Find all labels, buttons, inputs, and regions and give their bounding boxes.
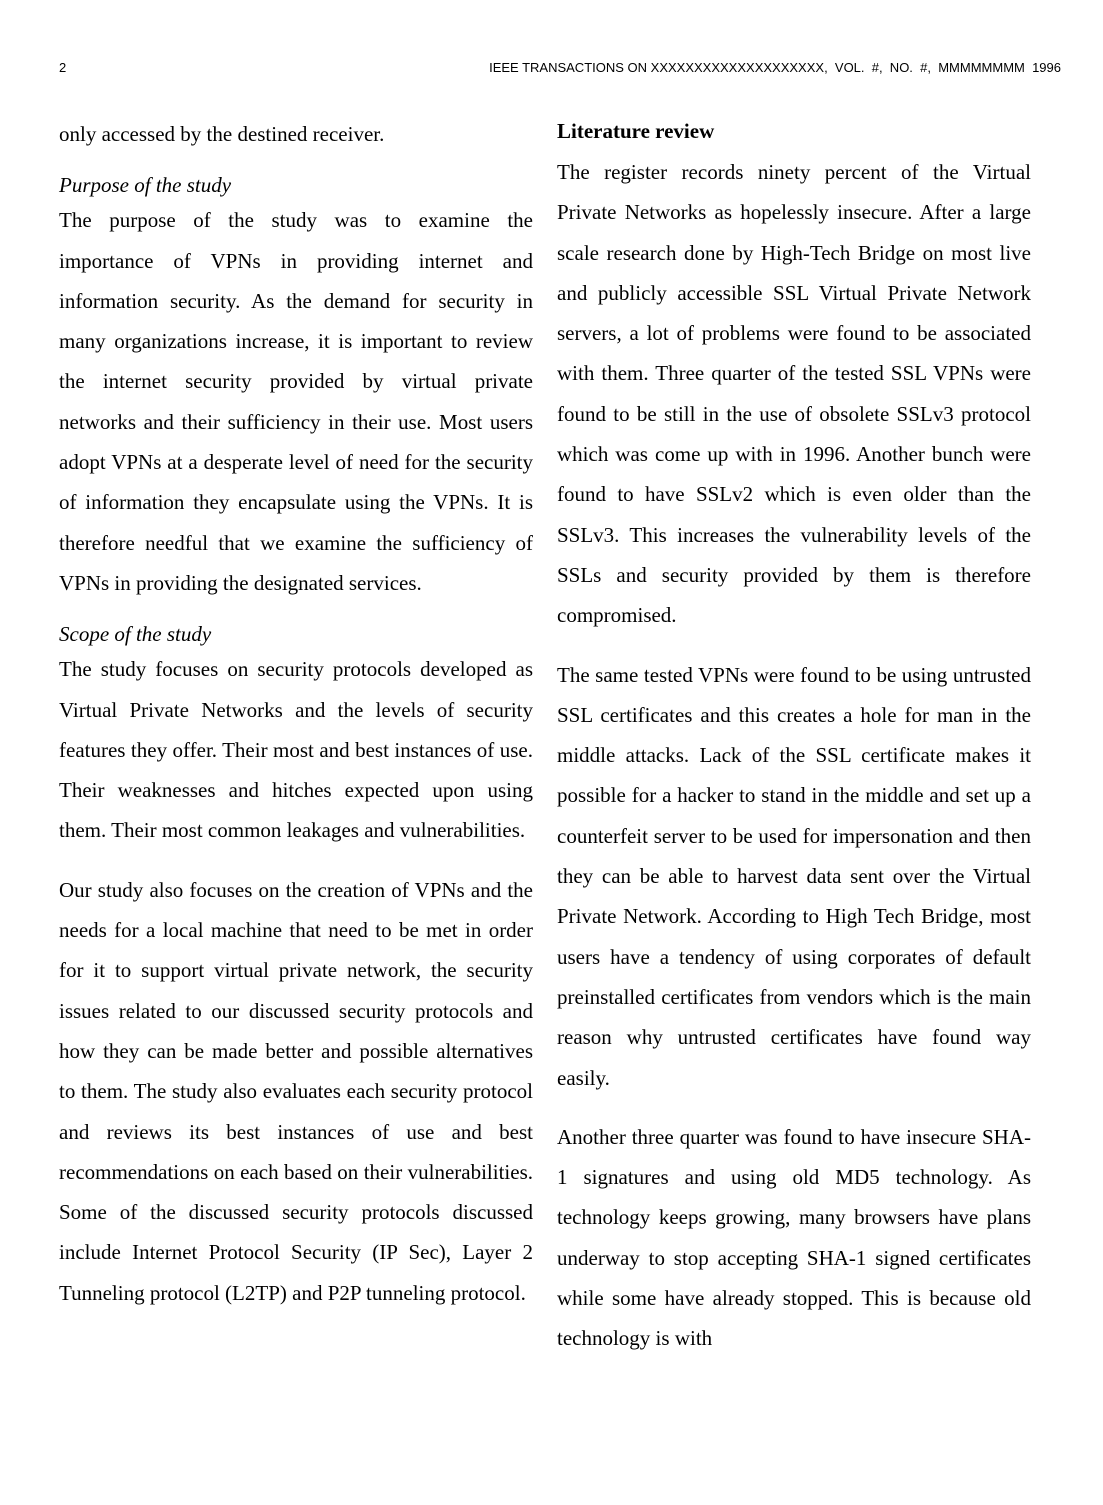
continuation-text: only accessed by the destined receiver.	[59, 122, 385, 146]
running-header: IEEE TRANSACTIONS ON XXXXXXXXXXXXXXXXXXXX, VOL. #, NO. #, MMMMMMMM 1996	[489, 60, 1061, 75]
scope-paragraph-2: Our study also focuses on the creation of VPNs and the needs for a local machine that need to be met in order for it to support virtual private network, the security issues related to our discussed security protocols and how they can be made better and possible alternatives to them. The study also evaluates each security protocol and reviews its best instances of use and best recommendations on each based on their vulnerabilities. Some of the discussed security protocols discussed include Internet Protocol Security (IP Sec), Layer 2 Tunneling protocol (L2TP) and P2P tunneling protocol.	[59, 877, 533, 1305]
page-number: 2	[59, 60, 67, 75]
purpose-paragraph: The purpose of the study was to examine the importance of VPNs in providing internet and information security. As the demand for security in many organizations increase, it is important to review the internet security provided by virtual private networks and their sufficiency in their use. Most users adopt VPNs at a desperate level of need for the security of information they encapsulate using the VPNs. It is therefore needful that we examine the sufficiency of VPNs in providing the designated services.	[59, 208, 533, 595]
purpose-heading: Purpose of the study	[59, 173, 232, 198]
literature-heading: Literature review	[557, 119, 715, 143]
scope-paragraph-1: The study focuses on security protocols developed as Virtual Private Networks and the levels of security features they offer. Their most and best instances of use. Their weaknesses and hitches expected upon using them. Their most common leakages and vulnerabilities.	[59, 657, 533, 843]
right-column	[557, 114, 1031, 1359]
scope-heading: Scope of the study	[59, 622, 212, 647]
literature-paragraph-3: Another three quarter was found to have insecure SHA-1 signatures and using old MD5 technology. As technology keeps growing, many browsers have plans underway to stop accepting SHA-1 signed certificates while some have already stopped. This is because old technology is with	[557, 1124, 1031, 1351]
literature-paragraph-1: The register records ninety percent of the Virtual Private Networks as hopelessly insecure. After a large scale research done by High-Tech Bridge on most live and publicly accessible SSL Virtual Private Network servers, a lot of problems were found to be associated with them. Three quarter of the tested SSL VPNs were found to be still in the use of obsolete SSLv3 protocol which was come up with in 1996. Another bunch were found to have SSLv2 which is even older than the SSLv3. This increases the vulnerability levels of the SSLs and security provided by them is therefore compromised.	[557, 160, 1031, 628]
literature-paragraph-2: The same tested VPNs were found to be using untrusted SSL certificates and this creates a hole for man in the middle attacks. Lack of the SSL certificate makes it possible for a hacker to stand in the middle and set up a counterfeit server to be used for impersonation and then they can be able to harvest data sent over the Virtual Private Network. According to High Tech Bridge, most users have a tendency of using corporates of default preinstalled certificates from vendors which is the main reason why untrusted certificates have found way easily.	[557, 662, 1031, 1090]
left-column	[59, 114, 533, 1313]
